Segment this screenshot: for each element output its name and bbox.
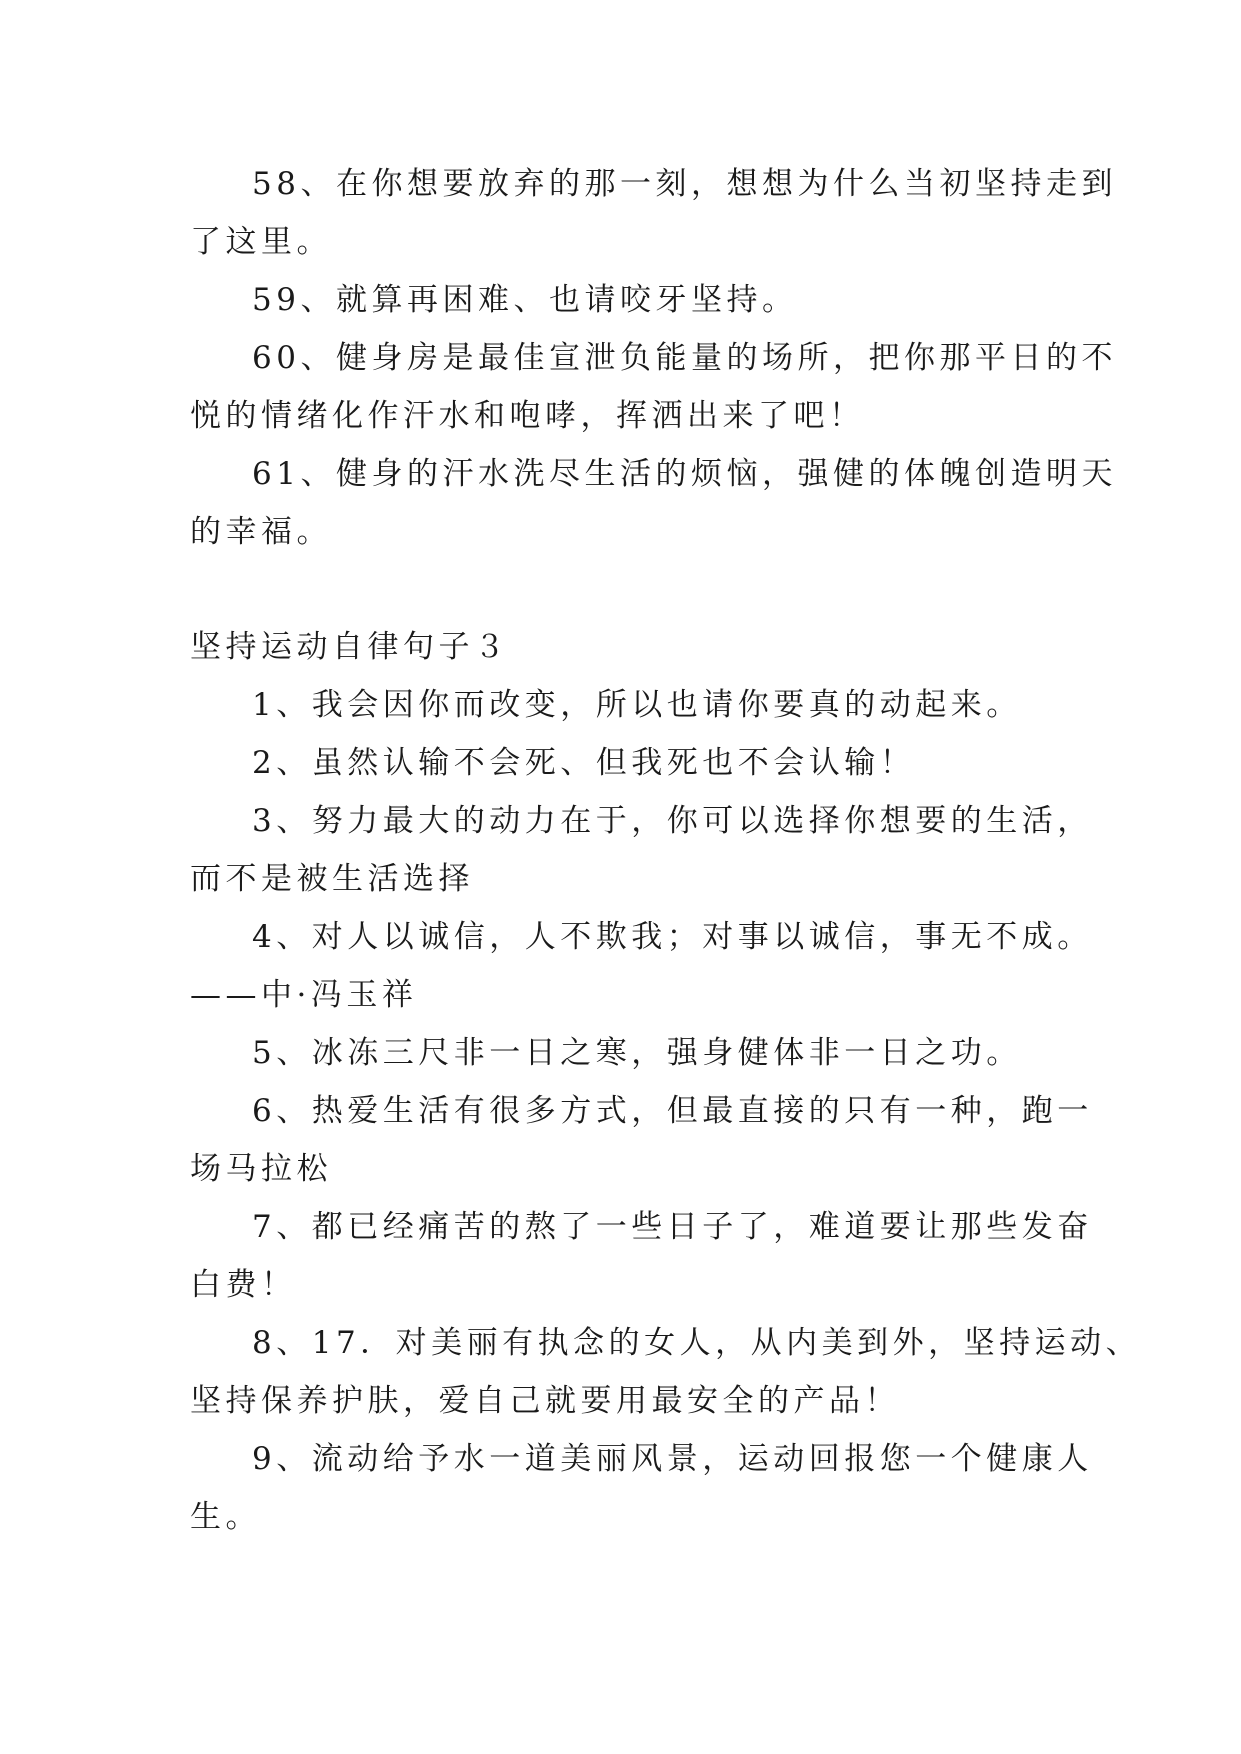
text-line-2: 2、虽然认输不会死、但我死也不会认输！ bbox=[252, 745, 916, 781]
text-line-58b: 了这里。 bbox=[190, 224, 332, 260]
text-line-58a: 58、在你想要放弃的那一刻，想想为什么当初坚持走到 bbox=[252, 166, 1117, 202]
text-line-60b: 悦的情绪化作汗水和咆哮，挥洒出来了吧！ bbox=[190, 398, 865, 434]
text-line-9a: 9、流动给予水一道美丽风景，运动回报您一个健康人 bbox=[252, 1441, 1093, 1477]
text-line-7b: 白费！ bbox=[190, 1267, 297, 1303]
text-line-61a: 61、健身的汗水洗尽生活的烦恼，强健的体魄创造明天 bbox=[252, 456, 1117, 492]
text-line-4b: ——中·冯玉祥 bbox=[190, 977, 418, 1013]
text-line-61b: 的幸福。 bbox=[190, 514, 332, 550]
text-line-6b: 场马拉松 bbox=[190, 1151, 332, 1187]
text-line-59: 59、就算再困难、也请咬牙坚持。 bbox=[252, 282, 798, 318]
text-line-60a: 60、健身房是最佳宣泄负能量的场所，把你那平日的不 bbox=[252, 340, 1117, 376]
text-line-6a: 6、热爱生活有很多方式，但最直接的只有一种，跑一 bbox=[252, 1093, 1093, 1129]
text-line-1: 1、我会因你而改变，所以也请你要真的动起来。 bbox=[252, 687, 1022, 723]
text-line-7a: 7、都已经痛苦的熬了一些日子了，难道要让那些发奋 bbox=[252, 1209, 1093, 1245]
text-line-5: 5、冰冻三尺非一日之寒，强身健体非一日之功。 bbox=[252, 1035, 1022, 1071]
text-line-8b: 坚持保养护肤，爱自己就要用最安全的产品！ bbox=[190, 1383, 900, 1419]
text-line-9b: 生。 bbox=[190, 1499, 261, 1535]
text-line-3b: 而不是被生活选择 bbox=[190, 861, 474, 897]
section-heading: 坚持运动自律句子３ bbox=[190, 629, 510, 665]
text-line-4a: 4、对人以诚信，人不欺我；对事以诚信，事无不成。 bbox=[252, 919, 1093, 955]
text-line-3a: 3、努力最大的动力在于，你可以选择你想要的生活， bbox=[252, 803, 1093, 839]
text-line-8a: 8、17．对美丽有执念的女人，从内美到外，坚持运动、 bbox=[252, 1325, 1142, 1361]
